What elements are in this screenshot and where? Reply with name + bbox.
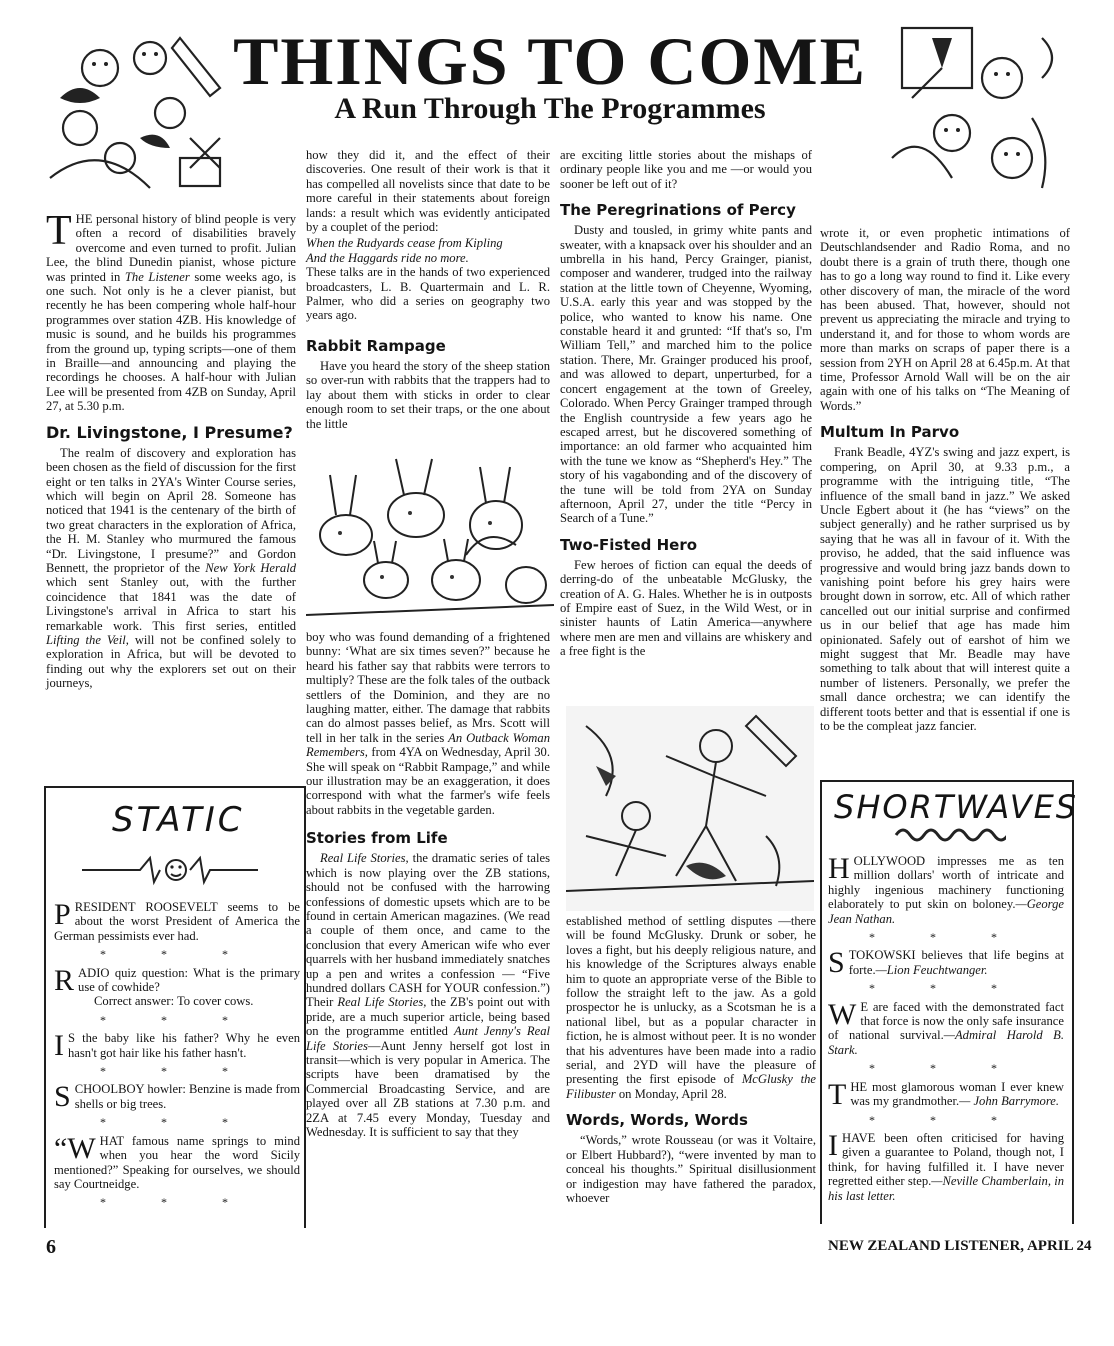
article-rabbit-cont: boy who was found demanding of a frightened bunny: ‘What are six times seven?” because he heard his father say that rabbits were terrors to multiply? These are the folk tales of the outback settlers of the Dominion, and they are no laughing matter, either. The damage that rabbits can do almost passes belief, as Mrs. Scott will tell in her talk in the series An Outback Woman Remembers, from 4YA on Wednesday, April 30. She will speak on “Rabbit Rampage,” and while our illustration may be an exaggeration, it does correspond with what the farmer's wife feels about rabbits in the vegetable garden. bbox=[306, 630, 550, 817]
heading-rabbit: Rabbit Rampage bbox=[306, 336, 446, 355]
rabbits-illustration bbox=[306, 455, 554, 627]
star-divider: * * * bbox=[869, 981, 1023, 996]
star-divider: * * * bbox=[100, 1115, 254, 1130]
shortwaves-items bbox=[828, 854, 1064, 1203]
shortwaves-title: SHORTWAVES bbox=[834, 788, 1079, 826]
article-hero-cont: established method of settling disputes —there will be found McGlusky. Drunk or sober, he loves a fight, but his deeply religious nature, and his knowledge of the Scriptures always enable him to quote an appropriate verse of the Bible to follow the straight left to the jaw. As a gold prospector he is unlucky, as a Scotsman he is a national libel, but as a popular character in fiction, he is almost without peer. It is no wonder that his adventures have been made into a radio serial, and 2YD will have the pleasure of presenting the first episode of McGlusky the Filibuster on Monday, April 28. bbox=[566, 914, 816, 1101]
heading-multum: Multum In Parvo bbox=[820, 423, 960, 442]
star-divider: * * * bbox=[869, 1061, 1023, 1076]
column-3-lower bbox=[566, 914, 816, 1205]
column-3 bbox=[560, 148, 812, 659]
article-rabbit: Have you heard the story of the sheep station so over-run with rabbits that the trappers had to lay about them with sticks in order to clear enough room to set their traps, or the one about the little bbox=[306, 358, 550, 431]
shortwaves-item: I HAVE been often criticised for having given a guarantee to Poland, though not, I think, for having fulfilled it. I have never regretted either step.—Neville Chamberlain, in his last letter. bbox=[828, 1128, 1064, 1203]
static-items bbox=[54, 900, 300, 1214]
publication-footer: NEW ZEALAND LISTENER, APRIL 24 bbox=[828, 1238, 1092, 1254]
star-divider: * * * bbox=[869, 930, 1023, 945]
page-number: 6 bbox=[46, 1236, 56, 1258]
article-livingstone: The realm of discovery and exploration has been chosen as the field of discussion for the first eight or ten talks in 2YA's Winter Course series, which will begin on April 28. Someone has noticed that 1941 is the centenary of the birth of two great characters in the exploration of Africa, the H. M. Stanley who murmured the famous “Dr. Livingstone, I presume?” and Gordon Bennett, the proprietor of the New York Herald which sent Stanley out, with the further coincidence that 1841 was the date of Livingstone's arrival in Africa to start his remarkable work. This first series, entitled Lifting the Veil, will not be confined solely to exploration in Africa, but will be devoted to finding out why the explorers set out on their journeys, bbox=[46, 445, 297, 691]
star-divider: * * * bbox=[869, 1112, 1023, 1127]
heading-stories: Stories from Life bbox=[306, 829, 448, 848]
static-item: SCHOOLBOY howler: Benzine is made from shells or big trees. bbox=[54, 1080, 300, 1114]
wave-divider bbox=[894, 828, 1006, 842]
star-divider: * * * bbox=[100, 1064, 254, 1079]
static-face-icon bbox=[80, 852, 260, 888]
column-4 bbox=[820, 226, 1070, 733]
musicians-illustration-left bbox=[40, 18, 240, 198]
static-item: I S the baby like his father? Why he even hasn't got hair like his father hasn't. bbox=[54, 1029, 300, 1063]
column-1 bbox=[46, 208, 297, 691]
article-julian-lee: THE personal history of blind people is very often a record of disabilities bravely overcome and even turned to profit. Julian Lee, the blind Dunedin pianist, whose picture was printed in The Listener some weeks ago, is one such. Not only is he a clever pianist, but recently he has been compering whole half-hour programmes over station 4ZB. His knowledge of music is sound, and he builds his programmes from the ground up, typing scripts—one of them in Braille—and announcing and playing the recordings he chooses. A half-hour with Julian Lee will be presented from 4ZB on Sunday, April 27, at 5.30 p.m. bbox=[46, 208, 296, 414]
static-title: STATIC bbox=[112, 800, 245, 840]
fight-illustration bbox=[566, 706, 814, 911]
shortwaves-item: HOLLYWOOD impresses me as ten million dollars' worth of intricate and highly ingenious machinery functioning elaborately to put skin on boloney.—George Jean Nathan. bbox=[828, 852, 1064, 926]
musicians-illustration-right bbox=[872, 18, 1072, 203]
verse: When the Rudyards cease from Kipling And the Haggards ride no more. bbox=[306, 236, 503, 265]
article-stories: Real Life Stories, the dramatic series of tales which is now playing over the ZB stations, should not be confused with the harrowing confessions of domestic upsets which are to be found in certain American magazines. (We read a couple of them once, and came to the conclusion that every American wife who ever quarrels with her husband immediately snatches up a pen and writes a confession — “Five hundred dollars CASH for YOUR confession.”) Their Real Life Stories, the ZB's point out with pride, are a much superior article, being based on the programme entitled Aunt Jenny's Real Life Stories—Aunt Jenny herself got lost in transit—which is very popular in America. The scripts have been dramatised by the Commercial Broadcasting Service, and are played over all ZB stations at 7.30 p.m. and 2ZA at 7.45 every Monday, Tuesday and Wednesday. It is sufficient to say that they bbox=[306, 851, 550, 1139]
shortwaves-item: W E are faced with the demonstrated fact that force is now the only safe insurance of national survival.—Admiral Harold B. Stark. bbox=[828, 997, 1064, 1057]
shortwaves-item: THE most glamorous woman I ever knew was my grandmother.— John Barrymore. bbox=[828, 1077, 1064, 1111]
heading-percy: The Peregrinations of Percy bbox=[560, 201, 796, 220]
page-subtitle: A Run Through The Programmes bbox=[334, 92, 766, 125]
article-multum: Frank Beadle, 4YZ's swing and jazz expert, is compering, on April 30, at 9.33 p.m., a programme with the intriguing title, “The influence of the small band in jazz.” We asked Uncle Egbert about it (he has “views” on the subject generally) and he rather surprised us by saying that he was all in favour of it. With the proviso, he added, that the said influence was progressive and would bring jazz bands down to vanishing point before his grey hairs were brought down in sorrow, etc. All of which rather cancelled out our initial surprise and confirmed us in our belief that age has made him opinionated. Safely out of earshot of him we might suggest that Mr. Beadle may have something to talk about that will interest quite a number of listeners. Personally, we prefer the small dance orchestra; we can identify the different toots better and that is essential if one is to be the compleat jazz fancier. bbox=[820, 445, 1070, 733]
article-stories-cont: are exciting little stories about the mishaps of ordinary people like you and me —or would you sooner be left out of it? bbox=[560, 148, 812, 191]
column-2: how they did it, and the effect of their discoveries. One result of their work is that it has compelled all novelists since that date to be more careful in their statements about foreign lands: a result which was evidently anticipated by a couplet of the period: When the Rudyards cease from Kipling And the Haggards ride no more. These talks are in the hands of two experienced broadcasters, L. B. Quartermain and L. R. Palmer, who did a series on geography two years ago. Rabbit Rampage Have you heard the story of the sheep station so over-run with rabbits that the trappers had to lay about them with sticks in order to clear enough room to set their traps, or the one about the little bbox=[306, 148, 550, 431]
column-2-lower bbox=[306, 630, 550, 1139]
static-item: “WHAT famous name springs to mind when you hear the word Sicily mentioned?” Speaking for ourselves, we should say Courtneidge. bbox=[54, 1131, 300, 1191]
heading-words: Words, Words, Words bbox=[566, 1111, 748, 1130]
article-words-cont: wrote it, or even prophetic intimations of Deutschlandsender and Radio Roma, and no doubt there is a grain of truth there, though one has to go a long way round to find it. Like every other discovery of man, the miracle of the word has been abused. That, however, should not prevent us appreciating the miracle and trying to understand it, and for those to whom words are more than marks on scraps of paper there is a session from 2YH on April 28 at 6.45p.m. At that time, Professor Arnold Wall will be on the air again with one of his talks on “The Meaning of Words.” bbox=[820, 226, 1070, 413]
static-item: RADIO quiz question: What is the primary use of cowhide? Correct answer: To cover cows. bbox=[54, 963, 300, 1009]
shortwaves-item: STOKOWSKI believes that life begins at forte.—Lion Feuchtwanger. bbox=[828, 946, 1064, 980]
star-divider: * * * bbox=[100, 1012, 254, 1027]
star-divider: * * * bbox=[100, 1195, 254, 1210]
page-title: THINGS TO COME bbox=[233, 23, 867, 99]
article-exploration-cont: how they did it, and the effect of their discoveries. One result of their work is that it has compelled all novelists since that date to be more careful in their statements about foreign lands: a result which was evidently anticipated by a couplet of the period: bbox=[306, 148, 550, 235]
drop-cap: T bbox=[46, 208, 72, 254]
static-item: PRESIDENT ROOSEVELT seems to be about the worst President of America the German pessimists ever had. bbox=[54, 898, 300, 943]
article-percy: Dusty and tousled, in grimy white pants and sweater, with a knapsack over his shoulder and an umbrella in his hand, Percy Grainger, pianist, composer and wanderer, trudged into the railway station at the little town of Cheyenne, Wyoming, U.S.A. early this year and was stopped by the police, who wanted to know his name. One constable heard it and grunted: “If that's so, I'm William Tell,” and marched him to the police station. There, Mr. Grainger produced his proof, and was allowed to depart, unperturbed, for a concert engagement at the town of Greeley, Colorado. When Percy Grainger tramped through the English countryside a few years ago he escaped arrest, but he discovered something of importance: an old farmer who acquainted him with the tune we know as “Shepherd's Hey.” The story of his vagabonding and of the discovery of the tune will be told from 2YA on Sunday afternoon, April 27, under the title “Percy in Search of a Tune.” bbox=[560, 223, 812, 526]
article-hero: Few heroes of fiction can equal the deeds of derring-do of the unbeatable McGlusky, the creation of A. G. Hales. Whether he is in outposts of Empire east of Suez, in the Wild West, or in sinister haunts of Latin America—anywhere where men are men and villains are whiskery and a free fight is the bbox=[560, 557, 812, 659]
article-words: “Words,” wrote Rousseau (or was it Voltaire, or Elbert Hubbard?), “were invented by man to conceal his thoughts.” Spiritual disillusionment or indigestion may have fathered the paradox, whoever bbox=[566, 1133, 816, 1205]
star-divider: * * * bbox=[100, 947, 254, 962]
heading-livingstone: Dr. Livingstone, I Presume? bbox=[46, 422, 293, 442]
heading-hero: Two-Fisted Hero bbox=[560, 535, 698, 554]
